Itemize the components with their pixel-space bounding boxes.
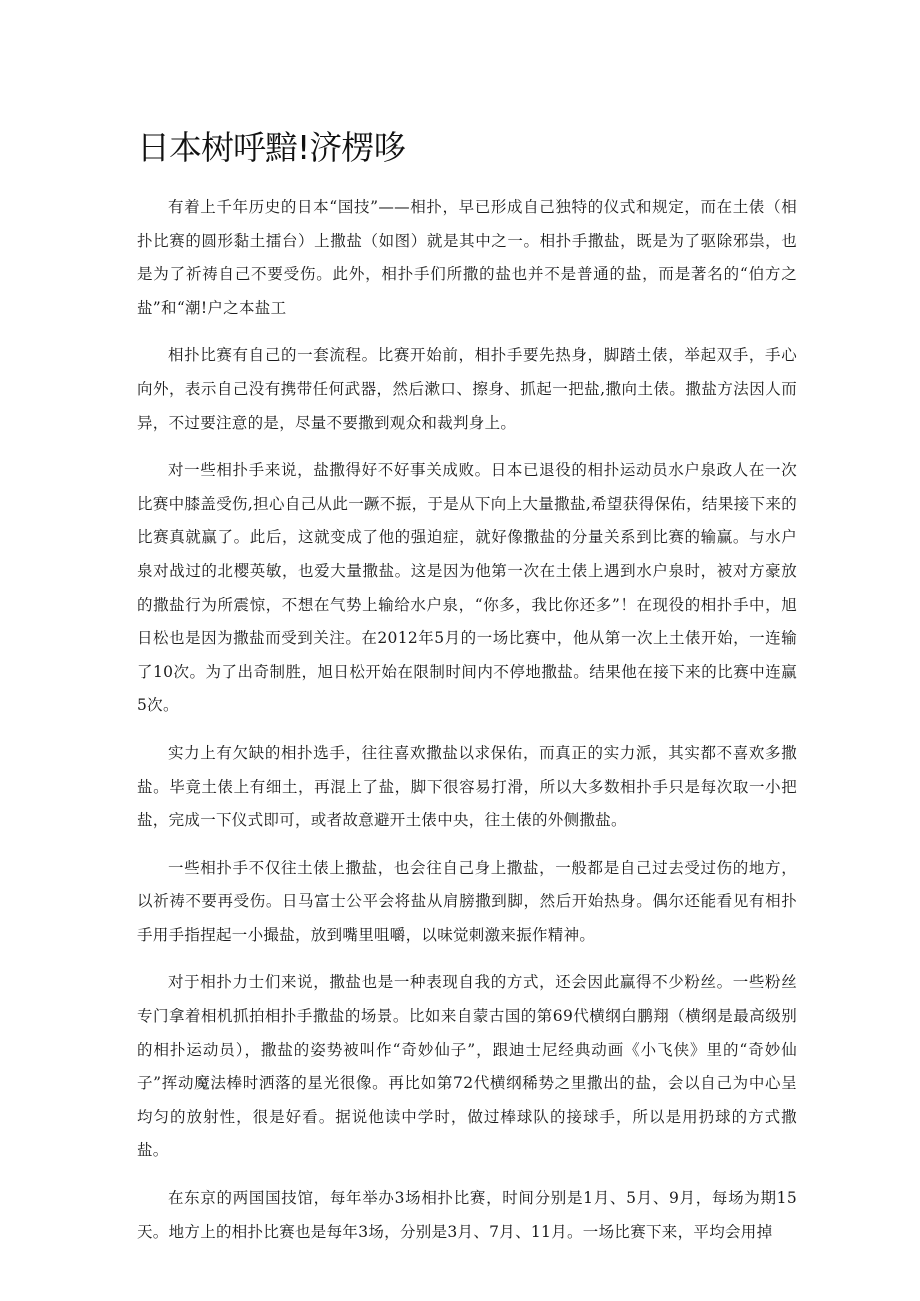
paragraph-4: 实力上有欠缺的相扑选手，往往喜欢撒盐以求保佑，而真正的实力派，其实都不喜欢多撒盐。毕竟土俵上有细土，再混上了盐，脚下很容易打滑，所以大多数相扑手只是每次取一小把盐，完成一下仪式即可，或者故意避开土俵中央，往土俵的外侧撒盐。 <box>137 743 797 830</box>
document-body <box>137 191 797 1263</box>
paragraph-6: 对于相扑力士们来说，撒盐也是一种表现自我的方式，还会因此赢得不少粉丝。一些粉丝专门拿着相机抓拍相扑手撒盐的场景。比如来自蒙古国的第69代横纲白鹏翔（横纲是最高级别的相扑运动员），撒盐的姿势被叫作“奇妙仙子”，跟迪士尼经典动画《小飞侠》里的“奇妙仙子”挥动魔法棒时洒落的星光很像。再比如第72代横纲稀势之里撒出的盐，会以自己为中心呈均匀的放射性，很是好看。据说他读中学时，做过棒球队的接球手，所以是用扔球的方式撒盐。 <box>137 973 797 1160</box>
paragraph-7: 在东京的两国国技馆，每年举办3场相扑比赛，时间分别是1月、5月、9月，每场为期15天。地方上的相扑比赛也是每年3场，分别是3月、7月、11月。一场比赛下来，平均会用掉 <box>137 1189 797 1241</box>
paragraph-1: 有着上千年历史的日本“国技”——相扑，早已形成自己独特的仪式和规定，而在土俵（相扑比赛的圆形黏土擂台）上撒盐（如图）就是其中之一。相扑手撒盐，既是为了驱除邪祟，也是为了祈祷自己不要受伤。此外，相扑手们所撒的盐也并不是普通的盐，而是著名的“伯方之盐”和“潮!户之本盐工 <box>137 198 797 317</box>
paragraph-3: 对一些相扑手来说，盐撒得好不好事关成败。日本已退役的相扑运动员水户泉政人在一次比赛中膝盖受伤,担心自己从此一蹶不振，于是从下向上大量撒盐,希望获得保佑，结果接下来的比赛真就赢了。此后，这就变成了他的强迫症，就好像撒盐的分量关系到比赛的输赢。与水户泉对战过的北樱英敏，也爱大量撒盐。这是因为他第一次在土俵上遇到水户泉时，被对方豪放的撒盐行为所震惊，不想在气势上输给水户泉，“你多，我比你还多”！在现役的相扑手中，旭日松也是因为撒盐而受到关注。在2012年5月的一场比赛中，他从第一次上土俵开始，一连输了10次。为了出奇制胜，旭日松开始在限制时间内不停地撒盐。结果他在接下来的比赛中连赢5次。 <box>137 461 797 715</box>
paragraph-5: 一些相扑手不仅往土俵上撒盐，也会往自己身上撒盐，一般都是自己过去受过伤的地方，以祈祷不要再受伤。日马富士公平会将盐从肩膀撒到脚，然后开始热身。偶尔还能看见有相扑手用手指捏起一小撮盐，放到嘴里咀嚼，以味觉刺激来振作精神。 <box>137 858 797 944</box>
paragraph-2: 相扑比赛有自己的一套流程。比赛开始前，相扑手要先热身，脚踏土俵，举起双手，手心向外，表示自己没有携带任何武器，然后漱口、擦身、抓起一把盐,撒向土俵。撒盐方法因人而异，不过要注意的是，尽量不要撒到观众和裁判身上。 <box>137 346 797 432</box>
document-title: 日本树呼黯!济楞哆 <box>137 128 406 167</box>
